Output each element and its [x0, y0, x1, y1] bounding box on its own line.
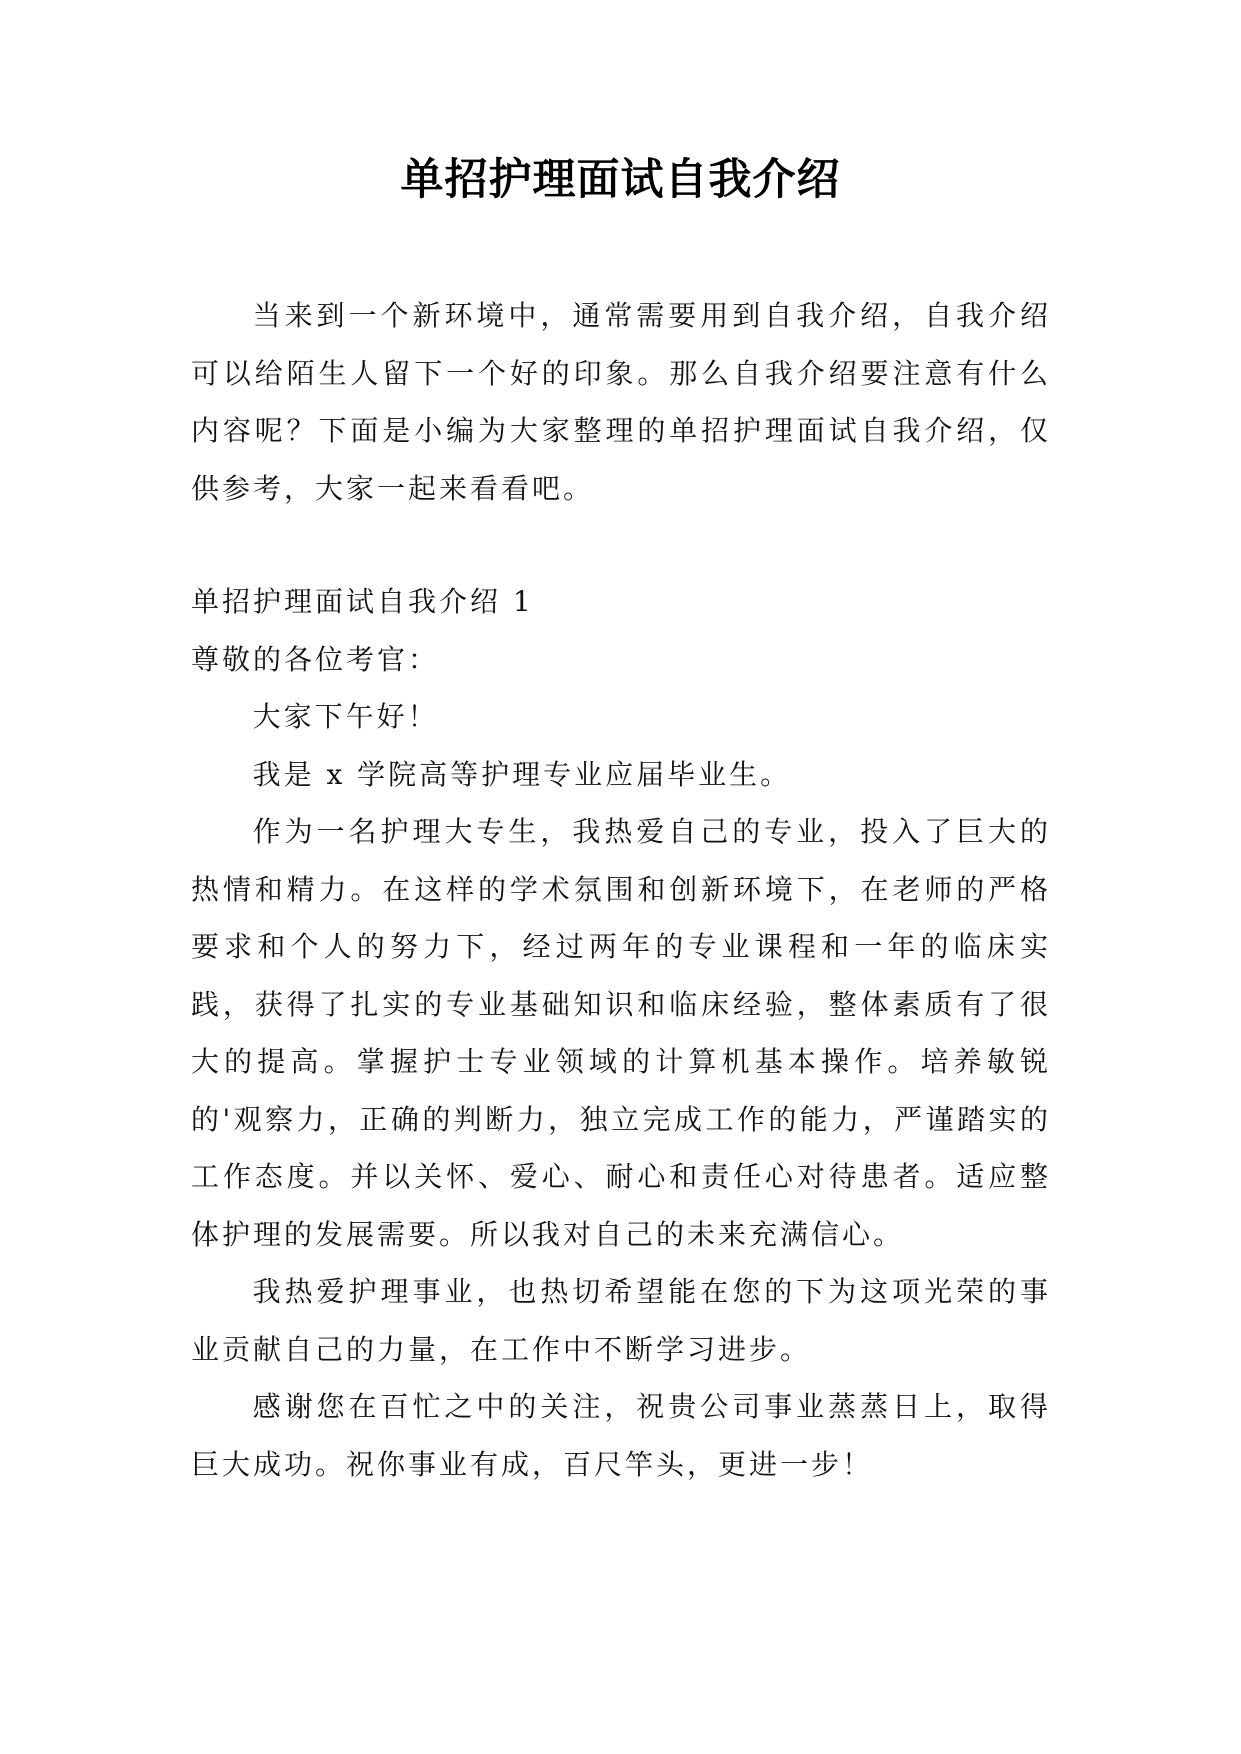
document-title: 单招护理面试自我介绍: [400, 155, 841, 205]
body-paragraph-3: 我热爱护理事业，也热切希望能在您的下为这项光荣的事业贡献自己的力量，在工作中不断学习进步。: [191, 1275, 1051, 1366]
body-paragraph-1: 我是 x 学院高等护理专业应届毕业生。: [252, 757, 792, 791]
greeting: 大家下午好！: [252, 700, 439, 733]
section-heading: 单招护理面试自我介绍 1: [191, 585, 534, 618]
body-paragraph-2: 作为一名护理大专生，我热爱自己的专业，投入了巨大的热情和精力。在这样的学术氛围和创新环境下，在老师的严格要求和个人的努力下，经过两年的专业课程和一年的临床实践，获得了扎实的专业基础知识和临床经验，整体素质有了很大的提高。掌握护士专业领域的计算机基本操作。培养敏锐的'观察力，正确的判断力，独立完成工作的能力，严谨踏实的工作态度。并以关怀、爱心、耐心和责任心对待患者。适应整体护理的发展需要。所以我对自己的未来充满信心。: [191, 815, 1051, 1251]
body-paragraph-4: 感谢您在百忙之中的关注，祝贵公司事业蒸蒸日上，取得巨大成功。祝你事业有成，百尺竿头，更进一步！: [191, 1390, 1051, 1481]
intro-paragraph: 当来到一个新环境中，通常需要用到自我介绍，自我介绍可以给陌生人留下一个好的印象。那么自我介绍要注意有什么内容呢？下面是小编为大家整理的单招护理面试自我介绍，仅供参考，大家一起来看看吧。: [191, 299, 1051, 505]
document-body: [191, 287, 1051, 1493]
salutation: 尊敬的各位考官：: [191, 642, 440, 676]
